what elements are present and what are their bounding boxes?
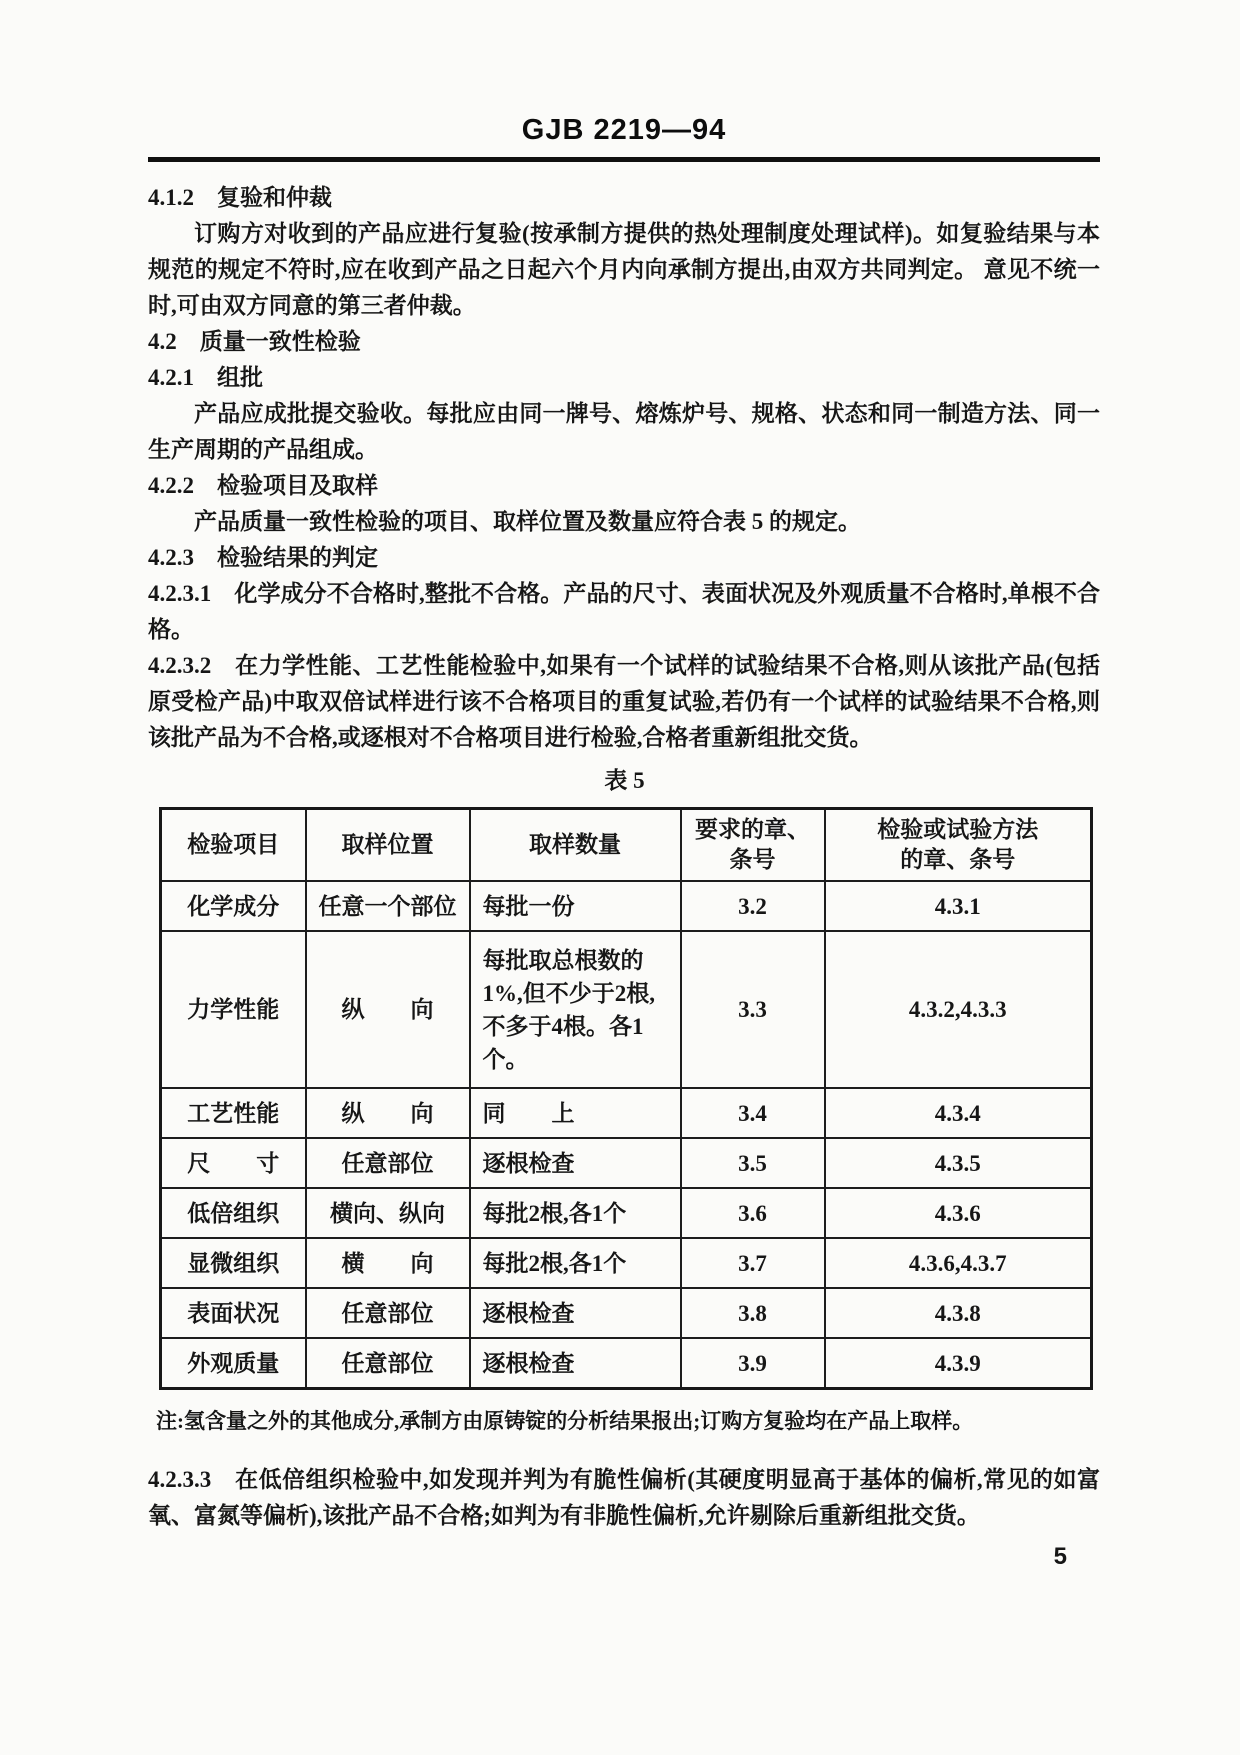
cell-method: 4.3.9 [825, 1338, 1092, 1389]
cell-quantity: 逐根检查 [470, 1288, 681, 1338]
cell-position: 纵 向 [306, 1088, 470, 1138]
paragraph-4-2-1: 产品应成批提交验收。每批应由同一牌号、熔炼炉号、规格、状态和同一制造方法、同一生产周期的产品组成。 [148, 401, 1100, 462]
cell-item: 力学性能 [161, 931, 306, 1088]
table-row [161, 1288, 1092, 1338]
paragraph-4-2-3-3: 4.2.3.3 在低倍组织检验中,如发现并判为有脆性偏析(其硬度明显高于基体的偏析,常见的如富氧、富氮等偏析),该批产品不合格;如判为有非脆性偏析,允许剔除后重新组批交货。 [148, 1467, 1100, 1528]
cell-position: 任意部位 [306, 1138, 470, 1188]
heading-4-2: 4.2 质量一致性检验 [148, 329, 361, 354]
cell-quantity: 逐根检查 [470, 1338, 681, 1389]
cell-requirement: 3.4 [681, 1088, 825, 1138]
cell-method: 4.3.1 [825, 881, 1092, 931]
col-header-requirement-line1: 要求的章、 [695, 817, 810, 842]
cell-position: 横 向 [306, 1238, 470, 1288]
cell-method: 4.3.6 [825, 1188, 1092, 1238]
col-header-requirement-line2: 条号 [729, 847, 776, 872]
cell-quantity: 每批一份 [470, 881, 681, 931]
cell-item: 低倍组织 [161, 1188, 306, 1238]
table-row [161, 1138, 1092, 1188]
cell-requirement: 3.3 [681, 931, 825, 1088]
cell-quantity: 逐根检查 [470, 1138, 681, 1188]
col-header-position: 取样位置 [306, 809, 470, 882]
cell-method: 4.3.4 [825, 1088, 1092, 1138]
cell-position: 纵 向 [306, 931, 470, 1088]
cell-position: 任意部位 [306, 1288, 470, 1338]
paragraph-4-2-2: 产品质量一致性检验的项目、取样位置及数量应符合表 5 的规定。 [194, 509, 861, 534]
cell-item: 工艺性能 [161, 1088, 306, 1138]
col-header-quantity: 取样数量 [470, 809, 681, 882]
paragraph-4-1-2: 订购方对收到的产品应进行复验(按承制方提供的热处理制度处理试样)。如复验结果与本规范的规定不符时,应在收到产品之日起六个月内向承制方提出,由双方共同判定。 意见不统一时,可由双方同意的第三者仲裁。 [148, 221, 1100, 318]
heading-4-2-2: 4.2.2 检验项目及取样 [148, 473, 378, 498]
col-header-requirement [681, 809, 825, 882]
heading-4-2-3: 4.2.3 检验结果的判定 [148, 545, 378, 570]
page-number: 5 [1053, 1543, 1067, 1570]
cell-requirement: 3.2 [681, 881, 825, 931]
heading-4-2-1: 4.2.1 组批 [148, 365, 263, 390]
cell-requirement: 3.8 [681, 1288, 825, 1338]
table-header-row [161, 809, 1092, 882]
cell-method: 4.3.5 [825, 1138, 1092, 1188]
cell-method: 4.3.6,4.3.7 [825, 1238, 1092, 1288]
table-row [161, 931, 1092, 1088]
cell-requirement: 3.7 [681, 1238, 825, 1288]
cell-requirement: 3.9 [681, 1338, 825, 1389]
cell-item: 表面状况 [161, 1288, 306, 1338]
table-row [161, 881, 1092, 931]
col-header-method-line1: 检验或试验方法 [877, 817, 1039, 842]
cell-item: 尺 寸 [161, 1138, 306, 1188]
col-header-method [825, 809, 1092, 882]
col-header-item: 检验项目 [161, 809, 306, 882]
col-header-method-line2: 的章、条号 [900, 847, 1016, 872]
cell-quantity: 每批2根,各1个 [470, 1188, 681, 1238]
cell-quantity: 每批取总根数的1%,但不少于2根,不多于4根。各1个。 [470, 931, 681, 1088]
cell-quantity: 同 上 [470, 1088, 681, 1138]
table-row [161, 1088, 1092, 1138]
table-caption: 表 5 [604, 768, 645, 793]
table-row [161, 1188, 1092, 1238]
cell-item: 化学成分 [161, 881, 306, 931]
cell-method: 4.3.2,4.3.3 [825, 931, 1092, 1088]
table-5 [159, 807, 1093, 1390]
table-row [161, 1338, 1092, 1389]
document-body [148, 180, 1100, 756]
cell-item: 外观质量 [161, 1338, 306, 1389]
cell-position: 横向、纵向 [306, 1188, 470, 1238]
table-note: 注:氢含量之外的其他成分,承制方由原铸锭的分析结果报出;订购方复验均在产品上取样。 [156, 1409, 974, 1433]
heading-4-1-2: 4.1.2 复验和仲裁 [148, 185, 332, 210]
cell-quantity: 每批2根,各1个 [470, 1238, 681, 1288]
cell-position: 任意部位 [306, 1338, 470, 1389]
table-row [161, 1238, 1092, 1288]
paragraph-4-2-3-2: 4.2.3.2 在力学性能、工艺性能检验中,如果有一个试样的试验结果不合格,则从该批产品(包括原受检产品)中取双倍试样进行该不合格项目的重复试验,若仍有一个试样的试验结果不合格,则该批产品为不合格,或逐根对不合格项目进行检验,合格者重新组批交货。 [148, 653, 1100, 750]
header-rule [148, 157, 1100, 162]
cell-method: 4.3.8 [825, 1288, 1092, 1338]
paragraph-4-2-3-1: 4.2.3.1 化学成分不合格时,整批不合格。产品的尺寸、表面状况及外观质量不合格时,单根不合格。 [148, 581, 1100, 642]
cell-position: 任意一个部位 [306, 881, 470, 931]
cell-item: 显微组织 [161, 1238, 306, 1288]
cell-requirement: 3.5 [681, 1138, 825, 1188]
standard-number: GJB 2219—94 [521, 114, 727, 146]
cell-requirement: 3.6 [681, 1188, 825, 1238]
